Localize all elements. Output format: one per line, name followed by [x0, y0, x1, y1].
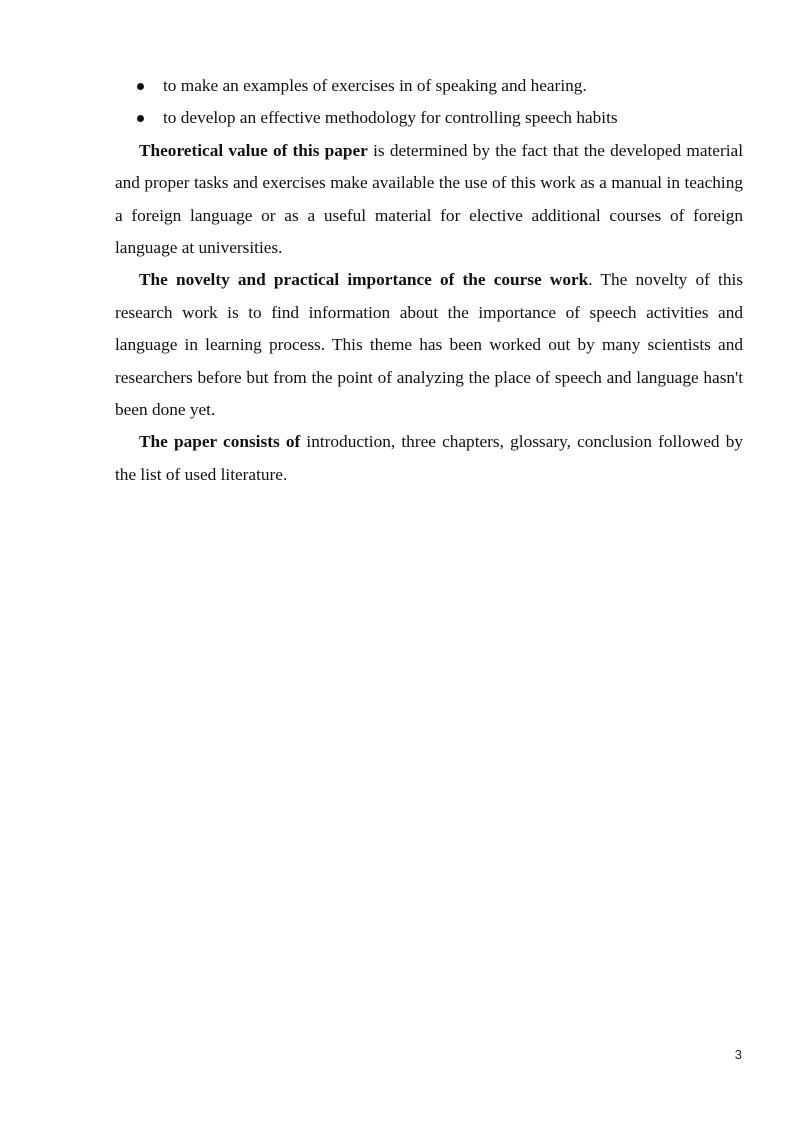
paragraph-lead: The paper consists of — [139, 432, 301, 452]
page-number: 3 — [734, 1047, 742, 1062]
paragraph-text: is determined by the fact that the developed material and proper tasks and exercises make available the use of this work as a manual in teaching a foreign language or as a useful material for elective additional courses of foreign language at universities. — [115, 140, 743, 258]
paragraph-text: introduction, three chapters, glossary, conclusion followed by the list of used literature. — [115, 432, 743, 484]
page-body — [115, 70, 743, 491]
paragraph-novelty — [115, 264, 743, 426]
paragraph-text: . The novelty of this research work is to find information about the importance of speech activities and language in learning process. This theme has been worked out by many scientists and researchers before but from the point of analyzing the place of speech and language hasn't been done yet. — [115, 270, 744, 420]
list-item-text: to develop an effective methodology for controlling speech habits — [163, 108, 618, 128]
paragraph-lead: The novelty and practical importance of the course work — [139, 270, 589, 290]
bullet-icon — [137, 115, 144, 122]
bullet-icon — [137, 83, 144, 90]
list-item — [115, 70, 743, 102]
paragraph-structure — [115, 426, 743, 491]
paragraph-theoretical-value — [115, 135, 743, 265]
list-item — [115, 102, 743, 134]
paragraph-lead: Theoretical value of this paper — [139, 140, 368, 160]
objectives-list — [115, 70, 743, 135]
list-item-text: to make an examples of exercises in of speaking and hearing. — [163, 76, 587, 95]
